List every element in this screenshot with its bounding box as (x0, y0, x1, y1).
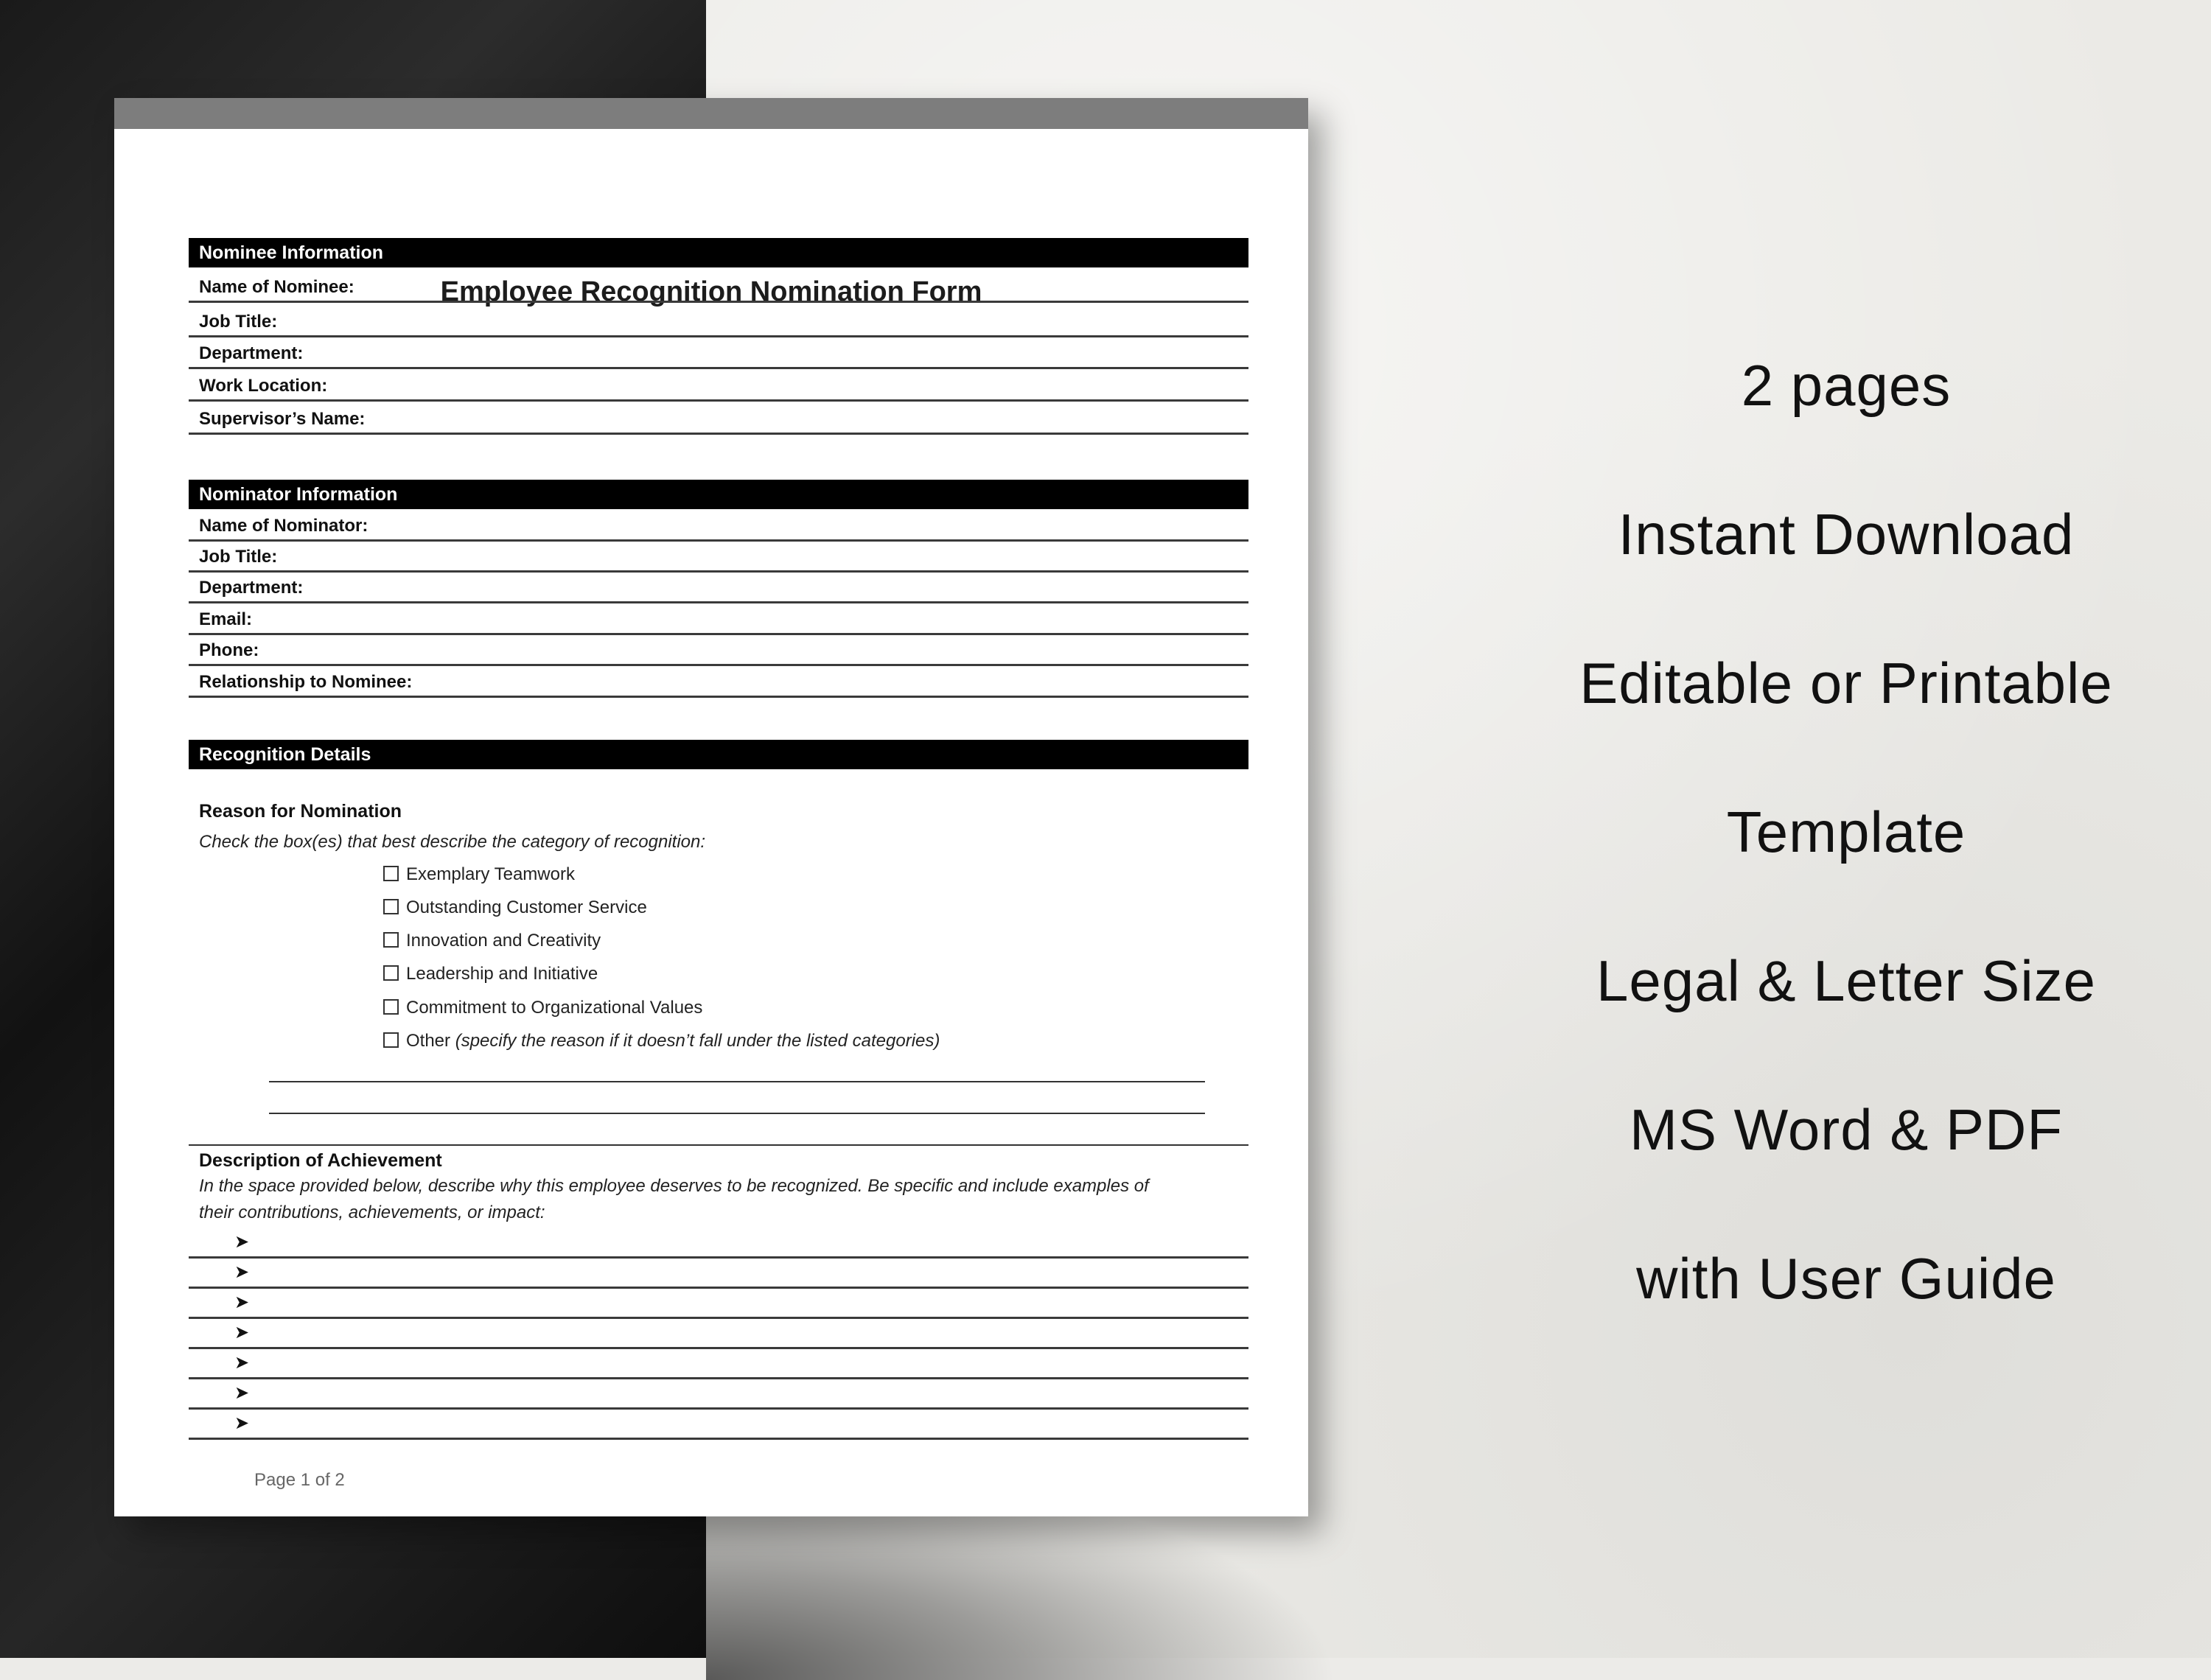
checkbox-customer-service[interactable]: Outstanding Customer Service (383, 897, 647, 918)
arrow-bullet-icon: ➤ (234, 1262, 250, 1282)
feature-template: Template (1726, 799, 1966, 864)
other-hint: (specify the reason if it doesn’t fall under the listed categories) (455, 1031, 940, 1051)
description-line[interactable] (189, 1259, 1248, 1289)
arrow-bullet-icon: ➤ (234, 1232, 250, 1252)
checkbox-exemplary-teamwork[interactable]: Exemplary Teamwork (383, 864, 575, 885)
arrow-bullet-icon: ➤ (234, 1383, 250, 1403)
field-relationship-to-nominee: Relationship to Nominee: (189, 666, 1248, 698)
nominee-section-header: Nominee Information (189, 238, 1248, 267)
arrow-bullet-icon: ➤ (234, 1353, 250, 1373)
description-line[interactable] (189, 1410, 1248, 1440)
description-line[interactable] (189, 1379, 1248, 1410)
nominator-section-header: Nominator Information (189, 480, 1248, 509)
checkbox-organizational-values[interactable]: Commitment to Organizational Values (383, 998, 702, 1018)
description-line[interactable] (189, 1289, 1248, 1319)
arrow-bullet-icon: ➤ (234, 1413, 250, 1433)
other-reason-line[interactable] (269, 1081, 1205, 1082)
other-reason-line[interactable] (269, 1113, 1205, 1114)
feature-legal-letter-size: Legal & Letter Size (1596, 948, 2097, 1013)
description-line[interactable] (189, 1319, 1248, 1349)
reason-instruction: Check the box(es) that best describe the category of recognition: (199, 832, 706, 852)
field-name-of-nominee: Name of Nominee: (189, 267, 1248, 303)
page-number: Page 1 of 2 (254, 1470, 345, 1490)
description-instruction-line-2: their contributions, achievements, or impact: (199, 1203, 545, 1222)
checkbox-icon (383, 932, 399, 948)
document-page (114, 98, 1308, 1516)
description-line[interactable] (189, 1228, 1248, 1259)
feature-user-guide: with User Guide (1636, 1246, 2056, 1311)
description-instruction-line-1: In the space provided below, describe why this employee deserves to be recognized. Be specific and include examples of (199, 1176, 1149, 1196)
checkbox-icon (383, 965, 399, 981)
feature-instant-download: Instant Download (1618, 502, 2075, 567)
checkbox-icon (383, 899, 399, 914)
field-supervisor-name: Supervisor’s Name: (189, 402, 1248, 435)
description-label: Description of Achievement (199, 1150, 442, 1171)
feature-word-pdf: MS Word & PDF (1630, 1097, 2063, 1162)
field-nominee-job-title: Job Title: (189, 303, 1248, 337)
field-email: Email: (189, 603, 1248, 635)
checkbox-icon (383, 1032, 399, 1048)
checkbox-innovation[interactable]: Innovation and Creativity (383, 931, 601, 951)
field-phone: Phone: (189, 635, 1248, 666)
arrow-bullet-icon: ➤ (234, 1323, 250, 1343)
reason-for-nomination-label: Reason for Nomination (199, 801, 402, 822)
page-top-bar (114, 98, 1308, 129)
section-divider (189, 1144, 1248, 1146)
field-nominee-department: Department: (189, 337, 1248, 369)
feature-pages: 2 pages (1741, 353, 1952, 418)
arrow-bullet-icon: ➤ (234, 1292, 250, 1312)
field-work-location: Work Location: (189, 369, 1248, 402)
field-name-of-nominator: Name of Nominator: (189, 509, 1248, 542)
recognition-section-header: Recognition Details (189, 740, 1248, 769)
checkbox-icon (383, 866, 399, 881)
field-nominator-department: Department: (189, 573, 1248, 603)
checkbox-leadership[interactable]: Leadership and Initiative (383, 964, 598, 984)
feature-editable-printable: Editable or Printable (1579, 651, 2113, 715)
field-nominator-job-title: Job Title: (189, 542, 1248, 573)
form-title: Employee Recognition Nomination Form (440, 276, 982, 307)
checkbox-other[interactable]: Other (specify the reason if it doesn’t fall under the listed categories) (383, 1031, 940, 1051)
checkbox-icon (383, 999, 399, 1015)
description-line[interactable] (189, 1349, 1248, 1379)
